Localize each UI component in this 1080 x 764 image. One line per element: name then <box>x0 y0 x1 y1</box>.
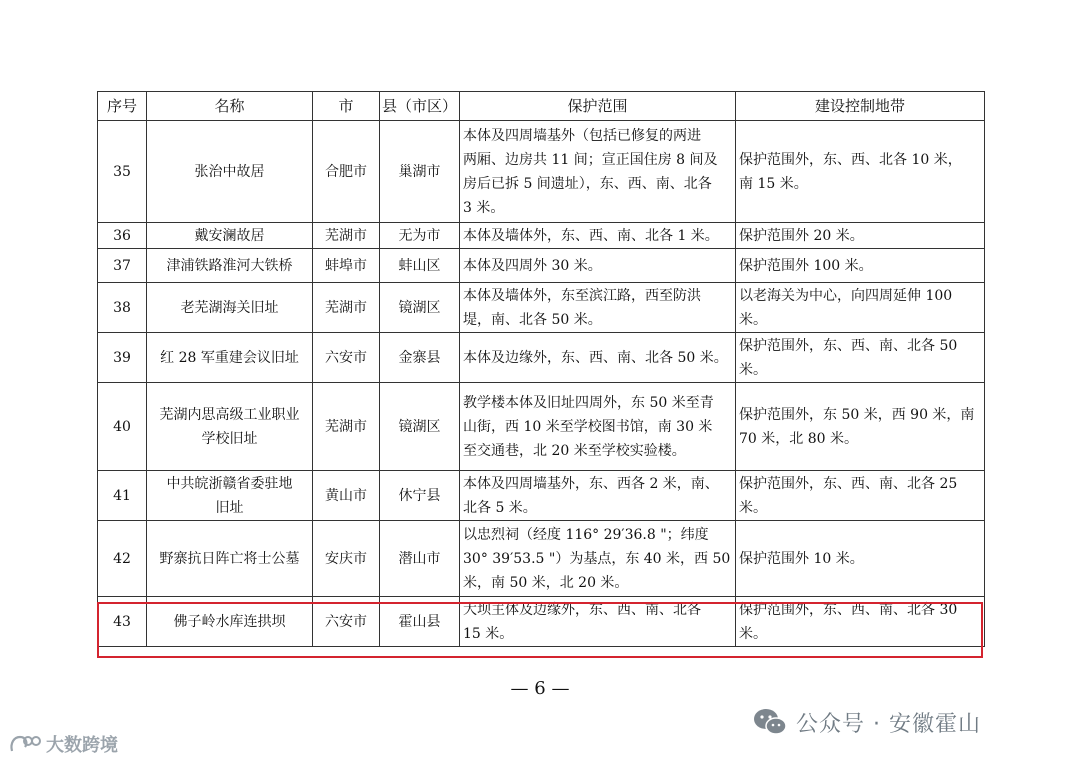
table-row <box>98 471 985 521</box>
header-protection-scope: 保护范围 <box>460 92 736 121</box>
site-name: 津浦铁路淮河大铁桥 <box>147 249 313 283</box>
table-row <box>98 383 985 471</box>
control-zone <box>736 383 985 471</box>
city: 蚌埠市 <box>313 249 380 283</box>
control-zone <box>736 471 985 521</box>
county: 霍山县 <box>380 597 460 647</box>
control-zone <box>736 333 985 383</box>
protection-scope <box>460 383 736 471</box>
site-name: 老芜湖海关旧址 <box>147 283 313 333</box>
control-zone-line: 保护范围外，东、西、北各 10 米， <box>739 151 962 168</box>
control-zone-line: 保护范围外 100 米。 <box>739 257 873 274</box>
control-zone <box>736 121 985 223</box>
watermark-left-text: 大数跨境 <box>46 735 118 756</box>
protection-scope-line: 房后已拆 5 间遗址），东、西、南、北各 <box>463 175 712 192</box>
table-row <box>98 283 985 333</box>
control-zone-line: 南 15 米。 <box>739 175 808 192</box>
protection-scope-line: 本体及四周外 30 米。 <box>463 257 602 274</box>
protection-scope-line: 大坝主体及边缘外，东、西、南、北各 <box>463 601 701 618</box>
control-zone-line: 保护范围外，东、西、南、北各 30 <box>739 601 958 618</box>
row-number: 37 <box>98 249 147 283</box>
row-number: 42 <box>98 521 147 597</box>
protection-scope-line: 北各 5 米。 <box>463 499 537 516</box>
control-zone-line: 保护范围外 20 米。 <box>739 227 864 244</box>
row-number: 36 <box>98 223 147 249</box>
wechat-icon <box>752 707 788 737</box>
city: 芜湖市 <box>313 223 380 249</box>
county: 巢湖市 <box>380 121 460 223</box>
table-row <box>98 597 985 647</box>
site-name <box>147 383 313 471</box>
table-row <box>98 333 985 383</box>
county: 金寨县 <box>380 333 460 383</box>
city: 六安市 <box>313 333 380 383</box>
protection-scope-line: 本体及边缘外，东、西、南、北各 50 米。 <box>463 349 728 366</box>
city: 六安市 <box>313 597 380 647</box>
protection-scope-line: 本体及墙体外，东、西、南、北各 1 米。 <box>463 227 719 244</box>
table-row <box>98 121 985 223</box>
county: 潜山市 <box>380 521 460 597</box>
control-zone <box>736 249 985 283</box>
heritage-table <box>97 91 985 647</box>
site-name-line: 芜湖内思高级工业职业 <box>159 406 300 423</box>
header-city: 市 <box>313 92 380 121</box>
protection-scope-line: 本体及四周墙基外，东、西各 2 米，南、 <box>463 475 719 492</box>
county: 镜湖区 <box>380 383 460 471</box>
city: 芜湖市 <box>313 383 380 471</box>
control-zone-line: 米。 <box>739 499 767 516</box>
protection-scope-line: 本体及四周墙基外（包括已修复的两进 <box>463 127 701 144</box>
site-name <box>147 471 313 521</box>
protection-scope-line: 15 米。 <box>463 625 514 642</box>
site-name-line: 学校旧址 <box>201 430 258 447</box>
row-number: 40 <box>98 383 147 471</box>
control-zone <box>736 597 985 647</box>
row-number: 35 <box>98 121 147 223</box>
city: 芜湖市 <box>313 283 380 333</box>
protection-scope <box>460 249 736 283</box>
control-zone-line: 以老海关为中心，向四周延伸 100 <box>739 287 953 304</box>
header-name: 名称 <box>147 92 313 121</box>
city: 合肥市 <box>313 121 380 223</box>
control-zone <box>736 283 985 333</box>
protection-scope <box>460 597 736 647</box>
header-number: 序号 <box>98 92 147 121</box>
table-header-row <box>98 92 985 121</box>
control-zone-line: 保护范围外，东、西、南、北各 25 <box>739 475 958 492</box>
protection-scope-line: 30° 39′53.5 "）为基点，东 40 米，西 50 <box>463 550 731 567</box>
protection-scope <box>460 471 736 521</box>
control-zone-line: 米。 <box>739 311 767 328</box>
county: 镜湖区 <box>380 283 460 333</box>
site-name-line: 中共皖浙赣省委驻地 <box>166 475 293 492</box>
protection-scope-line: 山街，西 10 米至学校图书馆，南 30 米 <box>463 418 713 435</box>
site-name: 张治中故居 <box>147 121 313 223</box>
control-zone-line: 米。 <box>739 361 767 378</box>
protection-scope <box>460 283 736 333</box>
county: 蚌山区 <box>380 249 460 283</box>
row-number: 38 <box>98 283 147 333</box>
protection-scope-line: 3 米。 <box>463 199 505 216</box>
protection-scope-line: 堤，南、北各 50 米。 <box>463 311 602 328</box>
control-zone-line: 米。 <box>739 625 767 642</box>
protection-scope <box>460 121 736 223</box>
control-zone-line: 保护范围外，东、西、南、北各 50 <box>739 337 958 354</box>
protection-scope-line: 以忠烈祠（经度 116° 29′36.8 "；纬度 <box>463 526 709 543</box>
protection-scope-line: 至交通巷，北 20 米至学校实验楼。 <box>463 442 686 459</box>
county: 休宁县 <box>380 471 460 521</box>
brand-logo-icon <box>8 733 42 755</box>
protection-scope-line: 教学楼本体及旧址四周外，东 50 米至青 <box>463 394 714 411</box>
page-number: — 6 — <box>510 678 570 699</box>
row-number: 39 <box>98 333 147 383</box>
watermark-right <box>752 702 981 742</box>
header-county: 县（市区） <box>380 92 460 121</box>
city: 黄山市 <box>313 471 380 521</box>
watermark-right-text: 公众号 · 安徽霍山 <box>796 711 981 737</box>
protection-scope-line: 两厢、边房共 11 间；宣正国住房 8 间及 <box>463 151 718 168</box>
protection-scope-line: 米，南 50 米，北 20 米。 <box>463 574 629 591</box>
protection-scope <box>460 521 736 597</box>
control-zone-line: 保护范围外 10 米。 <box>739 550 864 567</box>
row-number: 43 <box>98 597 147 647</box>
protection-scope <box>460 223 736 249</box>
control-zone-line: 保护范围外，东 50 米，西 90 米，南 <box>739 406 975 423</box>
city: 安庆市 <box>313 521 380 597</box>
protection-scope <box>460 333 736 383</box>
watermark-left <box>8 730 118 758</box>
control-zone <box>736 223 985 249</box>
protection-scope-line: 本体及墙体外，东至滨江路，西至防洪 <box>463 287 701 304</box>
site-name: 佛子岭水库连拱坝 <box>147 597 313 647</box>
site-name: 红 28 军重建会议旧址 <box>147 333 313 383</box>
header-control-zone: 建设控制地带 <box>736 92 985 121</box>
control-zone-line: 70 米，北 80 米。 <box>739 430 858 447</box>
county: 无为市 <box>380 223 460 249</box>
control-zone <box>736 521 985 597</box>
table-row <box>98 223 985 249</box>
table-row <box>98 521 985 597</box>
site-name: 戴安澜故居 <box>147 223 313 249</box>
site-name-line: 旧址 <box>215 499 244 516</box>
row-number: 41 <box>98 471 147 521</box>
table-row <box>98 249 985 283</box>
site-name: 野寨抗日阵亡将士公墓 <box>147 521 313 597</box>
